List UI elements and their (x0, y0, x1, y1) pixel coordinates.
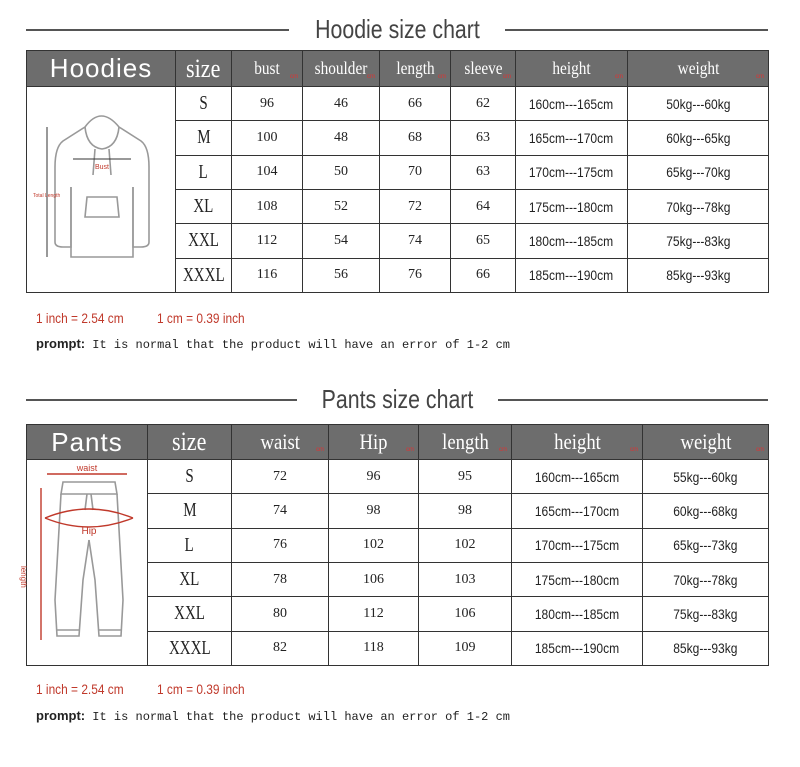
weight-value (643, 494, 769, 528)
header-weight (628, 51, 769, 87)
shoulder-value: 52 (303, 189, 380, 223)
weight-value (628, 155, 769, 189)
pants-header-row (27, 425, 769, 460)
unit-mark: cm (367, 74, 375, 80)
weight-text: 65kg---73kg (673, 537, 738, 554)
height-text: 175cm---180cm (534, 571, 620, 588)
weight-value (643, 528, 769, 562)
shoulder-value: 54 (303, 224, 380, 258)
height-value (516, 155, 628, 189)
height-text: 170cm---175cm (534, 537, 620, 554)
header-height (512, 425, 643, 460)
size-value: XXL (174, 602, 205, 625)
size-value: S (199, 92, 208, 115)
sleeve-value: 63 (451, 121, 516, 155)
weight-text: 60kg---68kg (673, 502, 738, 519)
header-hip (329, 425, 419, 460)
length-label: length (19, 566, 28, 588)
weight-text: 75kg---83kg (665, 232, 731, 249)
hoodie-category-header (27, 51, 176, 87)
size-cell (176, 155, 232, 189)
weight-text: 75kg---83kg (673, 605, 738, 622)
header-size-label: size (172, 427, 207, 456)
title-rule-right (505, 29, 768, 31)
header-height-label: height (553, 429, 601, 454)
size-cell (176, 87, 232, 121)
size-value: XXL (188, 229, 219, 252)
waist-label: waist (76, 463, 98, 473)
waist-value: 76 (232, 528, 329, 562)
length-value: 102 (419, 528, 512, 562)
title-rule-left (26, 399, 297, 401)
size-cell (148, 528, 232, 562)
weight-text: 50kg---60kg (665, 95, 731, 112)
unit-mark: cm (756, 447, 764, 453)
unit-mark: cm (615, 74, 623, 80)
header-size (176, 51, 232, 87)
height-value (512, 528, 643, 562)
header-size (148, 425, 232, 460)
height-text: 160cm---165cm (529, 95, 614, 112)
hoodie-chart-title: Hoodie size chart (314, 14, 480, 44)
bust-value: 112 (232, 224, 303, 258)
waist-value: 82 (232, 631, 329, 665)
hoodie-illustration-cell (27, 87, 176, 293)
hoodie-outline (55, 116, 149, 257)
pants-chart-title: Pants size chart (321, 384, 473, 414)
length-value: 74 (380, 224, 451, 258)
header-weight-label: weight (680, 429, 731, 454)
header-bust-label: bust (254, 58, 280, 78)
size-cell (176, 189, 232, 223)
weight-value (643, 631, 769, 665)
pants-conversion-note (36, 681, 260, 697)
header-waist (232, 425, 329, 460)
pants-illustration-cell (19, 460, 148, 666)
height-text: 175cm---180cm (529, 198, 614, 215)
hip-value: 96 (329, 460, 419, 494)
weight-value (628, 87, 769, 121)
header-waist-label: waist (260, 429, 300, 454)
height-text: 185cm---190cm (534, 640, 620, 657)
table-row (27, 87, 769, 121)
height-value (512, 562, 643, 596)
weight-value (643, 597, 769, 631)
cm-conversion: 1 cm = 0.39 inch (157, 681, 245, 697)
pants-title-bar (26, 384, 768, 415)
height-text: 165cm---170cm (529, 129, 614, 146)
bust-label: Bust (94, 164, 110, 171)
shoulder-value: 46 (303, 87, 380, 121)
unit-mark: cm (756, 74, 764, 80)
length-value: 72 (380, 189, 451, 223)
header-sleeve (451, 51, 516, 87)
shoulder-value: 50 (303, 155, 380, 189)
header-length (380, 51, 451, 87)
height-text: 180cm---185cm (534, 605, 620, 622)
inch-conversion: 1 inch = 2.54 cm (36, 681, 124, 697)
weight-text: 65kg---70kg (665, 164, 731, 181)
size-value: M (182, 499, 197, 522)
size-value: XXXL (182, 263, 225, 286)
unit-mark: cm (290, 74, 298, 80)
weight-value (643, 562, 769, 596)
hip-label: Hip (81, 526, 97, 537)
weight-value (628, 224, 769, 258)
title-rule-right (498, 399, 769, 401)
pants-outline (55, 482, 123, 636)
height-text: 185cm---190cm (529, 267, 614, 284)
weight-text: 55kg---60kg (673, 468, 738, 485)
bust-value: 108 (232, 189, 303, 223)
size-cell (176, 224, 232, 258)
pants-prompt (36, 708, 510, 724)
weight-text: 85kg---93kg (665, 267, 731, 284)
hoodie-prompt (36, 336, 510, 352)
waist-value: 74 (232, 494, 329, 528)
header-length-label: length (441, 429, 489, 454)
header-weight-label: weight (677, 58, 719, 78)
unit-mark: cm (499, 447, 507, 453)
height-text: 180cm---185cm (529, 232, 614, 249)
waist-value: 78 (232, 562, 329, 596)
size-cell (148, 460, 232, 494)
size-value: XL (179, 568, 200, 591)
prompt-label: prompt: (36, 708, 86, 723)
length-value: 76 (380, 258, 451, 292)
size-value: L (198, 160, 209, 183)
hip-value: 98 (329, 494, 419, 528)
size-value: L (184, 533, 195, 556)
header-height (516, 51, 628, 87)
hoodie-header-row (27, 51, 769, 87)
hoodie-illustration (27, 87, 176, 287)
height-value (516, 87, 628, 121)
hip-value: 118 (329, 631, 419, 665)
cm-conversion: 1 cm = 0.39 inch (157, 310, 245, 326)
height-value (516, 258, 628, 292)
inch-conversion: 1 inch = 2.54 cm (36, 310, 124, 326)
header-shoulder (303, 51, 380, 87)
length-value: 68 (380, 121, 451, 155)
height-text: 160cm---165cm (534, 468, 620, 485)
prompt-label: prompt: (36, 336, 86, 351)
prompt-text: It is normal that the product will have an error of 1-2 cm (85, 710, 510, 724)
size-value: XXXL (168, 636, 211, 659)
size-value: M (196, 126, 211, 149)
header-bust (232, 51, 303, 87)
height-value (512, 597, 643, 631)
size-cell (148, 562, 232, 596)
height-value (516, 224, 628, 258)
hoodie-conversion-note (36, 310, 260, 326)
shoulder-value: 48 (303, 121, 380, 155)
sleeve-value: 62 (451, 87, 516, 121)
weight-value (628, 258, 769, 292)
length-value: 66 (380, 87, 451, 121)
header-shoulder-label: shoulder (314, 58, 368, 78)
length-value: 103 (419, 562, 512, 596)
length-value: 70 (380, 155, 451, 189)
size-value: XL (193, 195, 214, 218)
size-cell (148, 631, 232, 665)
hoodie-category-label: Hoodies (49, 53, 153, 83)
height-value (516, 189, 628, 223)
bust-value: 104 (232, 155, 303, 189)
unit-mark: cm (503, 74, 511, 80)
unit-mark: cm (438, 74, 446, 80)
weight-value (643, 460, 769, 494)
height-value (516, 121, 628, 155)
unit-mark: cm (316, 447, 324, 453)
sleeve-value: 66 (451, 258, 516, 292)
size-cell (148, 494, 232, 528)
pants-category-label: Pants (51, 426, 123, 457)
hoodie-title-bar (26, 14, 768, 45)
sleeve-value: 63 (451, 155, 516, 189)
header-length (419, 425, 512, 460)
header-size-label: size (186, 53, 221, 83)
weight-text: 70kg---78kg (673, 571, 738, 588)
bust-value: 116 (232, 258, 303, 292)
size-cell (176, 258, 232, 292)
prompt-text: It is normal that the product will have an error of 1-2 cm (85, 338, 510, 352)
length-value: 98 (419, 494, 512, 528)
weight-text: 60kg---65kg (665, 129, 731, 146)
bust-value: 96 (232, 87, 303, 121)
weight-text: 70kg---78kg (665, 198, 731, 215)
pants-size-table (19, 424, 769, 666)
weight-text: 85kg---93kg (673, 640, 738, 657)
height-text: 170cm---175cm (529, 164, 614, 181)
size-value: S (185, 465, 194, 488)
pants-illustration (19, 460, 148, 660)
hip-value: 102 (329, 528, 419, 562)
table-row (27, 460, 769, 494)
size-cell (176, 121, 232, 155)
size-cell (148, 597, 232, 631)
title-rule-left (26, 29, 289, 31)
header-hip-label: Hip (359, 429, 388, 454)
height-value (512, 460, 643, 494)
length-value: 109 (419, 631, 512, 665)
measure-arrows (47, 127, 131, 257)
pants-category-header (27, 425, 148, 460)
header-length-label: length (395, 58, 435, 78)
unit-mark: cm (630, 447, 638, 453)
header-sleeve-label: sleeve (463, 58, 503, 78)
height-text: 165cm---170cm (534, 502, 620, 519)
hoodie-size-table (26, 50, 769, 293)
unit-mark: cm (406, 447, 414, 453)
length-value: 95 (419, 460, 512, 494)
sleeve-value: 64 (451, 189, 516, 223)
header-height-label: height (552, 58, 591, 78)
bust-value: 100 (232, 121, 303, 155)
height-value (512, 494, 643, 528)
hip-value: 106 (329, 562, 419, 596)
sleeve-value: 65 (451, 224, 516, 258)
total-length-label: Total Length (33, 193, 61, 199)
waist-value: 80 (232, 597, 329, 631)
weight-value (628, 189, 769, 223)
waist-value: 72 (232, 460, 329, 494)
header-weight (643, 425, 769, 460)
shoulder-value: 56 (303, 258, 380, 292)
weight-value (628, 121, 769, 155)
hip-value: 112 (329, 597, 419, 631)
height-value (512, 631, 643, 665)
length-value: 106 (419, 597, 512, 631)
